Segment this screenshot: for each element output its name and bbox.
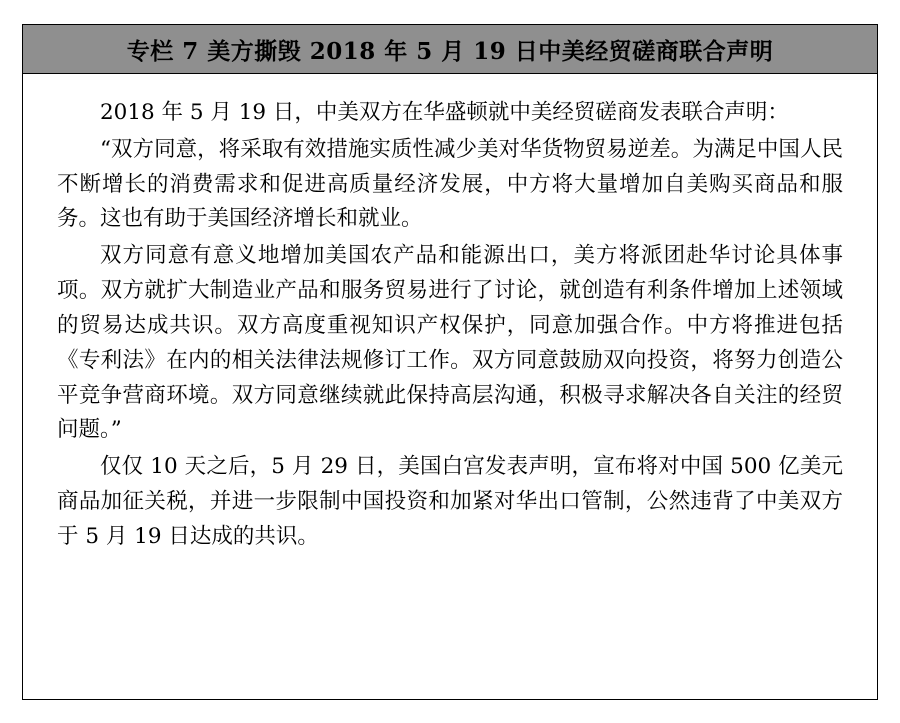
paragraph-4: 仅仅 10 天之后，5 月 29 日，美国白宫发表声明，宣布将对中国 500 亿美元商品加征关税，并进一步限制中国投资和加紧对华出口管制，公然违背了中美双方于 5 月 19 日达成的共识。	[57, 454, 843, 549]
box-title: 专栏 7 美方撕毁 2018 年 5 月 19 日中美经贸磋商联合声明	[126, 37, 774, 65]
paragraph-2: “双方同意，将采取有效措施实质性减少美对华货物贸易逆差。为满足中国人民不断增长的消费需求和促进高质量经济发展，中方将大量增加自美购买商品和服务。这也有助于美国经济增长和就业。	[57, 136, 843, 232]
box-body	[23, 74, 877, 699]
paragraph-1: 2018 年 5 月 19 日，中美双方在华盛顿就中美经贸磋商发表联合声明：	[100, 100, 789, 125]
paragraph-3: 双方同意有意义地增加美国农产品和能源出口，美方将派团赴华讨论具体事项。双方就扩大制造业产品和服务贸易进行了讨论，就创造有利条件增加上述领域的贸易达成共识。双方高度重视知识产权保护，同意加强合作。中方将推进包括《专利法》在内的相关法律法规修订工作。双方同意鼓励双向投资，将努力创造公平竞争营商环境。双方同意继续就此保持高层沟通，积极寻求解决各自关注的经贸问题。”	[57, 243, 843, 443]
box-header	[23, 25, 877, 74]
callout-box	[22, 24, 878, 700]
